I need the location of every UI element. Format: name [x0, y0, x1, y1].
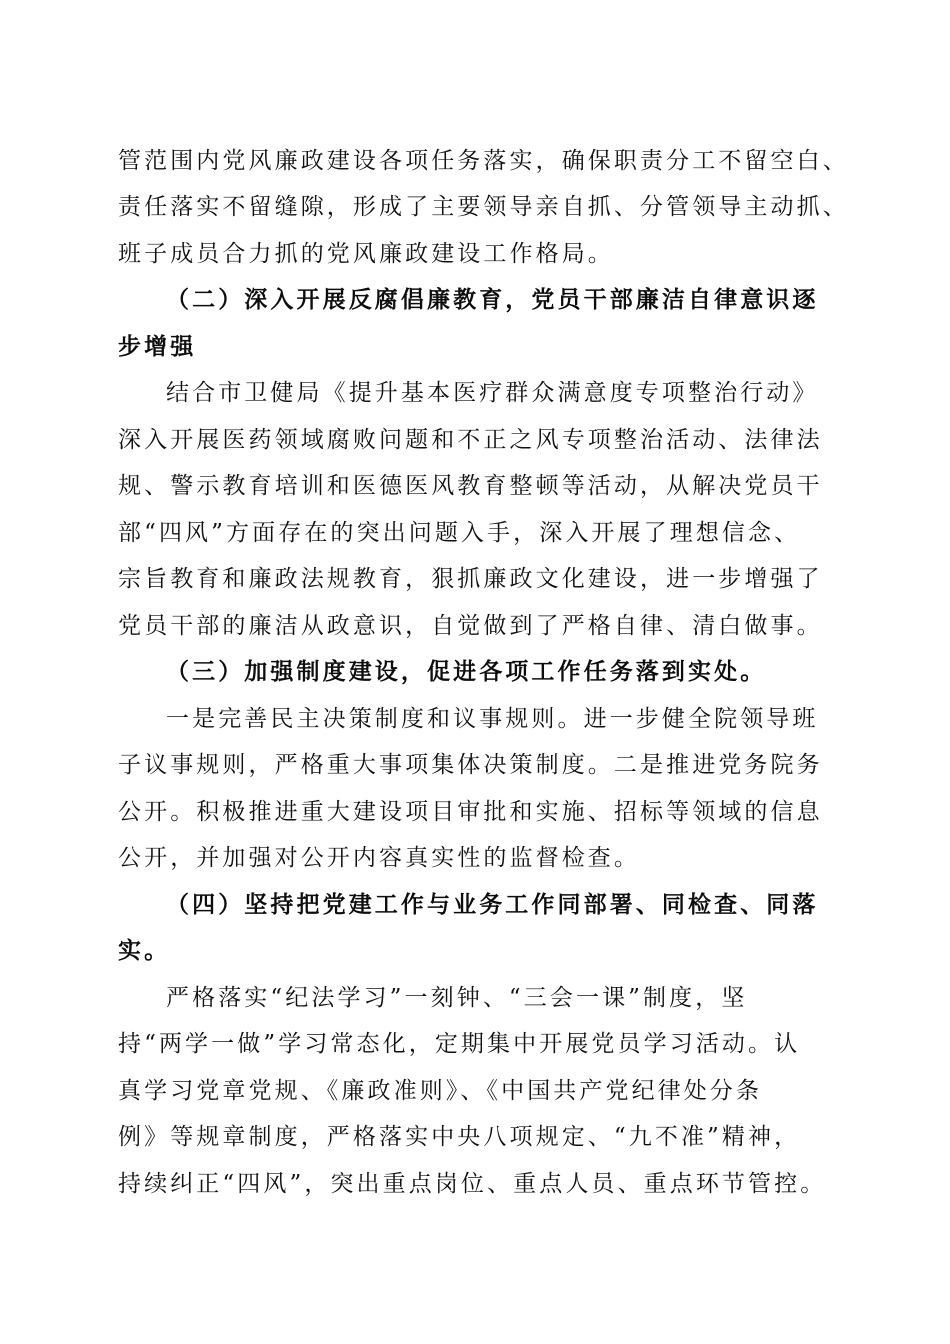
- body-line: 持续纠正“四风”，突出重点岗位、重点人员、重点环节管控。: [118, 1171, 827, 1197]
- section-heading-3: （三）加强制度建设，促进各项工作任务落到实处。: [166, 659, 767, 685]
- body-line: 持“两学一做”学习常态化，定期集中开展党员学习活动。认: [118, 1031, 801, 1057]
- body-line: 结合市卫健局《提升基本医疗群众满意度专项整治行动》: [166, 380, 819, 406]
- body-line: 例》等规章制度，严格落实中央八项规定、“九不准”精神，: [118, 1124, 801, 1150]
- body-line: 深入开展医药领域腐败问题和不正之风专项整治活动、法律法: [118, 427, 823, 453]
- body-line: 子议事规则，严格重大事项集体决策制度。二是推进党务院务: [118, 752, 823, 778]
- body-line: 公开。积极推进重大建设项目审批和实施、招标等领域的信息: [118, 799, 823, 825]
- section-heading-2-cont: 步增强: [118, 334, 197, 360]
- body-line: 规、警示教育培训和医德医风教育整顿等活动，从解决党员干: [118, 473, 823, 499]
- body-line: 管范围内党风廉政建设各项任务落实，确保职责分工不留空白、: [118, 148, 849, 174]
- section-heading-2: （二）深入开展反腐倡廉教育，党员干部廉洁自律意识逐: [166, 287, 819, 313]
- body-line: 党员干部的廉洁从政意识，自觉做到了严格自律、清白做事。: [118, 613, 823, 639]
- body-line: 部“四风”方面存在的突出问题入手，深入开展了理想信念、: [118, 520, 801, 546]
- body-line: 严格落实“纪法学习”一刻钟、“三会一课”制度，坚: [166, 985, 748, 1011]
- body-line: 一是完善民主决策制度和议事规则。进一步健全院领导班: [166, 706, 819, 732]
- body-line: 班子成员合力抓的党风廉政建设工作格局。: [118, 241, 614, 267]
- section-heading-4-cont: 实。: [118, 938, 171, 964]
- section-heading-4: （四）坚持把党建工作与业务工作同部署、同检查、同落: [166, 892, 819, 918]
- body-line: 真学习党章党规、《廉政准则》、《中国共产党纪律处分条: [118, 1078, 763, 1104]
- body-line: 公开，并加强对公开内容真实性的监督检查。: [118, 845, 640, 871]
- body-line: 宗旨教育和廉政法规教育，狠抓廉政文化建设，进一步增强了: [118, 566, 823, 592]
- body-line: 责任落实不留缝隙，形成了主要领导亲自抓、分管领导主动抓、: [118, 194, 849, 220]
